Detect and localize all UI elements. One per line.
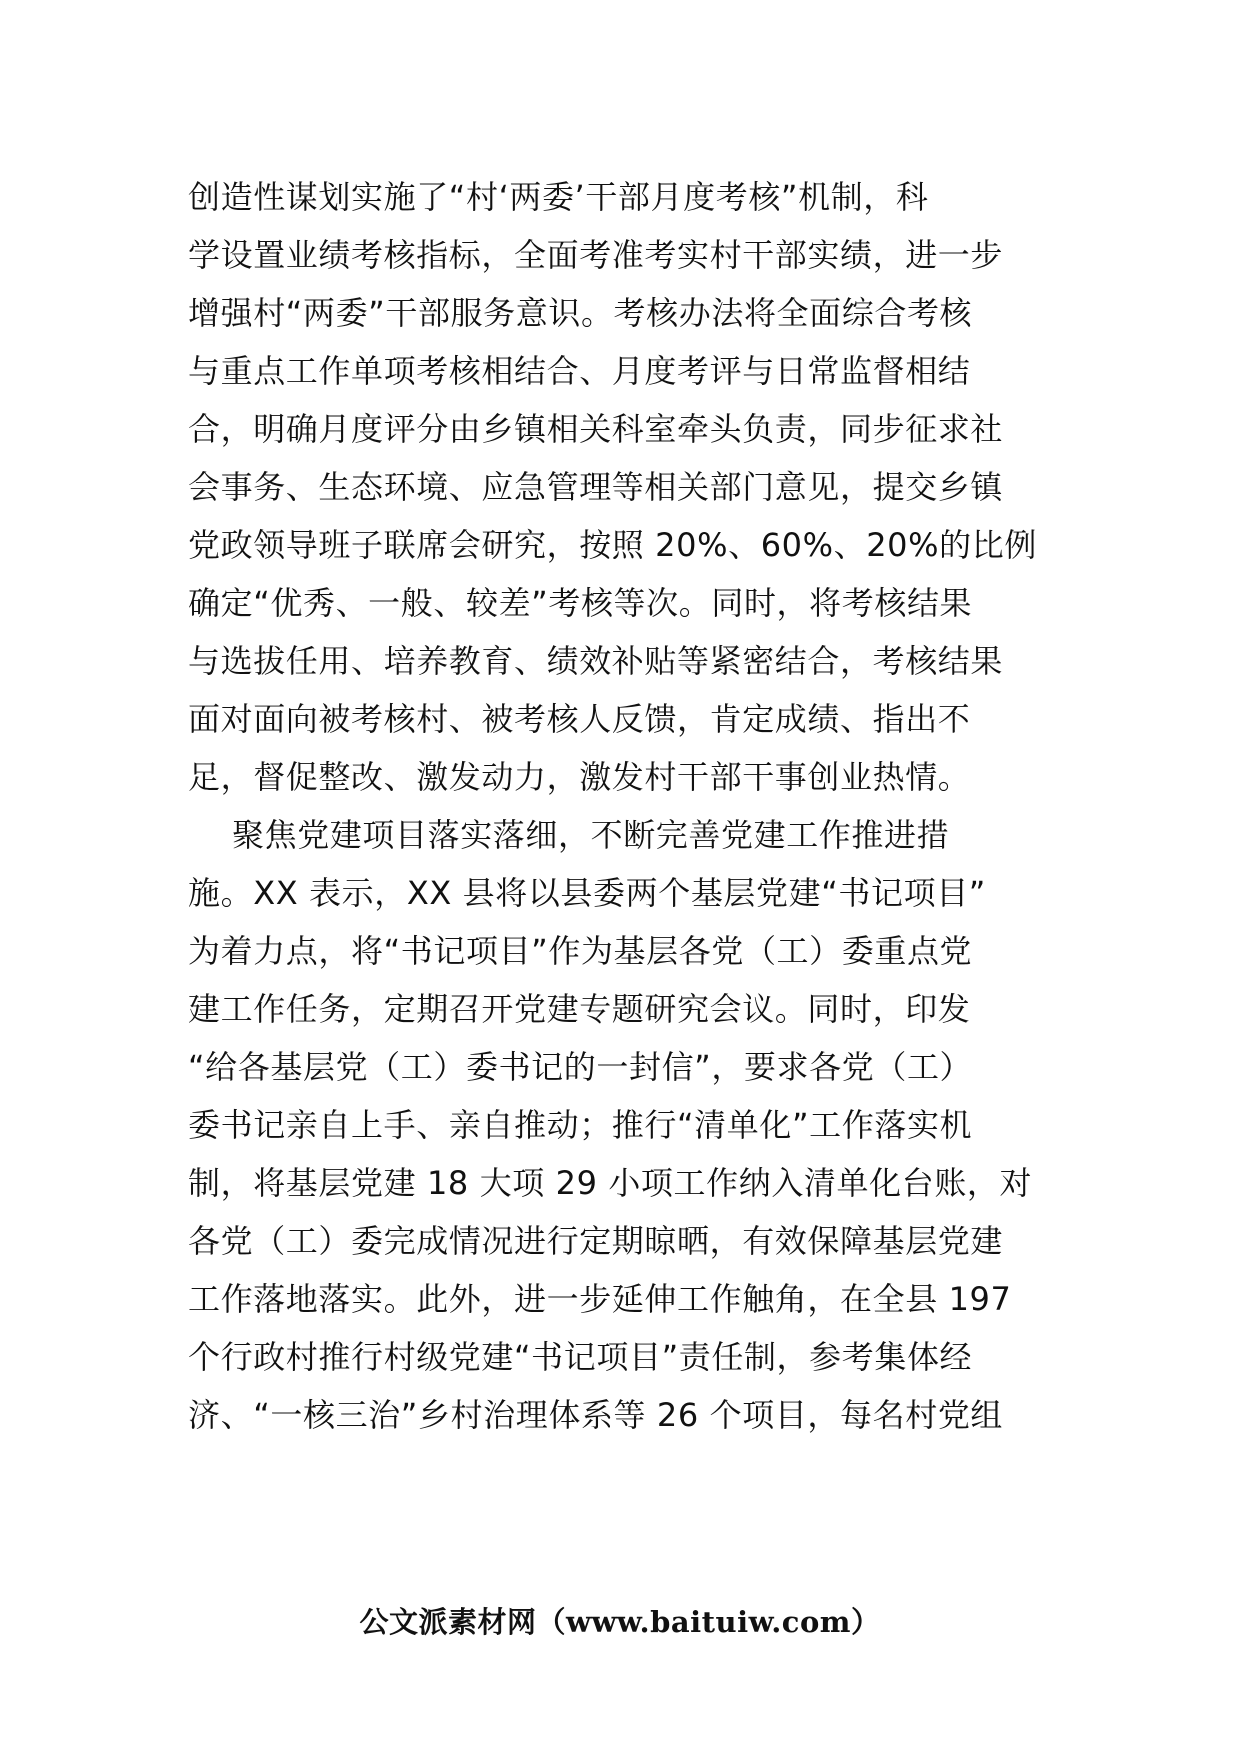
body-text-line: 施。XX 表示，XX 县将以县委两个基层党建“书记项目” bbox=[188, 874, 986, 912]
body-text-line: 制，将基层党建 18 大项 29 小项工作纳入清单化台账，对 bbox=[188, 1164, 1033, 1202]
body-text-line: 增强村“两委”干部服务意识。考核办法将全面综合考核 bbox=[188, 294, 973, 332]
body-text-line: 为着力点，将“书记项目”作为基层各党（工）委重点党 bbox=[188, 932, 973, 970]
body-text-line: 面对面向被考核村、被考核人反馈，肯定成绩、指出不 bbox=[188, 700, 971, 738]
body-text-line: 各党（工）委完成情况进行定期晾晒，有效保障基层党建 bbox=[188, 1222, 1004, 1260]
body-text-line: 与选拔任用、培养教育、绩效补贴等紧密结合，考核结果 bbox=[188, 642, 1004, 680]
body-text-line: 学设置业绩考核指标，全面考准考实村干部实绩，进一步 bbox=[188, 236, 1004, 274]
body-text-line: 委书记亲自上手、亲自推动；推行“清单化”工作落实机 bbox=[188, 1106, 973, 1144]
body-text-line: 党政领导班子联席会研究，按照 20%、60%、20%的比例 bbox=[188, 526, 1037, 564]
paragraph-first-line: 聚焦党建项目落实落细，不断完善党建工作推进措 bbox=[232, 816, 950, 854]
body-text-line: “给各基层党（工）委书记的一封信”，要求各党（工） bbox=[188, 1048, 973, 1086]
body-text-line: 会事务、生态环境、应急管理等相关部门意见，提交乡镇 bbox=[188, 468, 1004, 506]
body-text-line: 确定“优秀、一般、较差”考核等次。同时，将考核结果 bbox=[188, 584, 973, 622]
body-text-line: 创造性谋划实施了“村‘两委’干部月度考核”机制，科 bbox=[188, 178, 929, 216]
body-text-line: 工作落地落实。此外，进一步延伸工作触角，在全县 197 bbox=[188, 1280, 1012, 1318]
body-text-line: 建工作任务，定期召开党建专题研究会议。同时，印发 bbox=[188, 990, 971, 1028]
body-text-line: 个行政村推行村级党建“书记项目”责任制，参考集体经 bbox=[188, 1338, 973, 1376]
footer-watermark: 公文派素材网（www.baituiw.com） bbox=[359, 1605, 881, 1639]
body-text-line: 济、“一核三治”乡村治理体系等 26 个项目，每名村党组 bbox=[188, 1396, 1004, 1434]
body-text-line: 与重点工作单项考核相结合、月度考评与日常监督相结 bbox=[188, 352, 971, 390]
body-text-line: 足，督促整改、激发动力，激发村干部干事创业热情。 bbox=[188, 758, 971, 796]
body-text-line: 合，明确月度评分由乡镇相关科室牵头负责，同步征求社 bbox=[188, 410, 1004, 448]
